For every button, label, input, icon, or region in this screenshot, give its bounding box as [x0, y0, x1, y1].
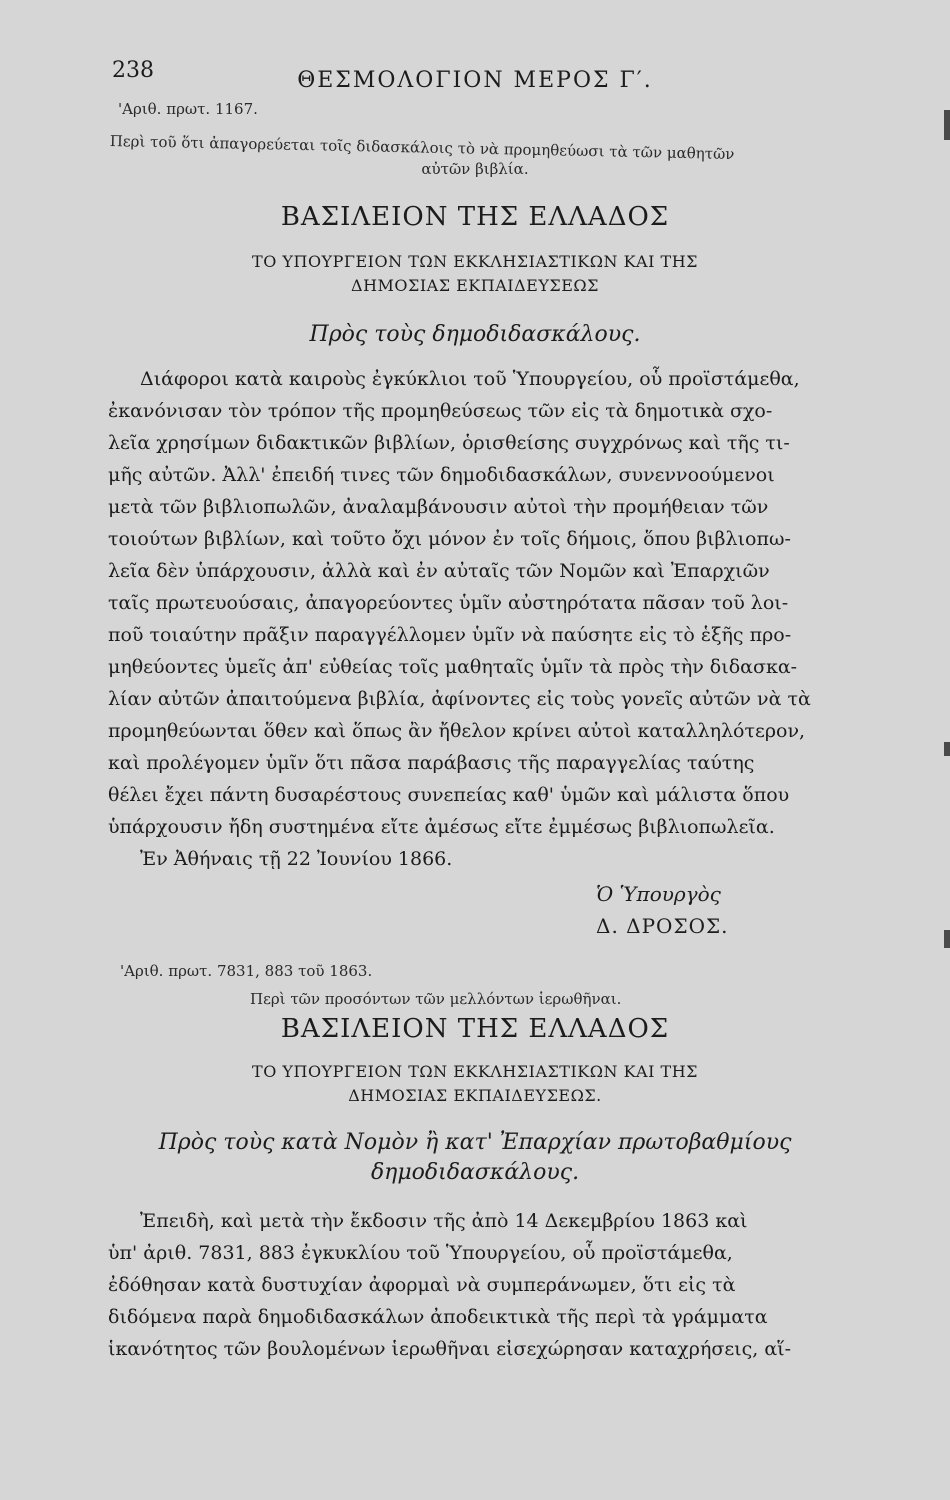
subject-line: αὐτῶν βιβλία. — [421, 160, 529, 178]
kingdom-heading: ΒΑΣΙΛΕΙΟΝ ΤΗΣ ΕΛΛΑΔΟΣ — [280, 202, 670, 232]
body-line: καὶ προλέγομεν ὑμῖν ὅτι πᾶσα παράβασις τῆς παραγγελίας ταύτης — [108, 752, 755, 774]
body-line: ὑπάρχουσιν ἤδη συστημένα εἴτε ἀμέσως εἴτε ἐμμέσως βιβλιοπωλεῖα. — [108, 816, 775, 838]
body-line: προμηθεύωνται ὅθεν καὶ ὅπως ἂν ἤθελον κρίνει αὐτοὶ καταλληλότερον, — [108, 720, 806, 742]
body-line: λεῖα δὲν ὑπάρχουσιν, ἀλλὰ καὶ ἐν αὐταῖς τῶν Νομῶν καὶ Ἐπαρχιῶν — [108, 560, 770, 582]
body-line: τοιούτων βιβλίων, καὶ τοῦτο ὄχι μόνον ἐν τοῖς δήμοις, ὅπου βιβλιοπω- — [108, 528, 791, 550]
addressee: δημοδιδασκάλους. — [370, 1160, 580, 1185]
body-line: ἐδόθησαν κατὰ δυστυχίαν ἀφορμαὶ νὰ συμπεράνωμεν, ὅτι εἰς τὰ — [108, 1274, 736, 1296]
subject-line: Περὶ τοῦ ὅτι ἀπαγορεύεται τοῖς διδασκάλοις τὸ νὰ προμηθεύωσι τὰ τῶν μαθητῶν — [109, 132, 735, 164]
scan-edge-mark — [944, 930, 950, 948]
addressee: Πρὸς τοὺς κατὰ Νομὸν ἢ κατ' Ἐπαρχίαν πρωτοβαθμίους — [158, 1130, 792, 1155]
body-line: ὑπ' ἀριθ. 7831, 883 ἐγκυκλίου τοῦ Ὑπουργείου, οὗ προϊστάμεθα, — [108, 1242, 733, 1264]
page-number: 238 — [112, 58, 154, 83]
body-line: ταῖς πρωτευούσαις, ἀπαγορεύοντες ὑμῖν αὐστηρότατα πᾶσαν τοῦ λοι- — [108, 592, 789, 614]
ministry-heading: ΔΗΜΟΣΙΑΣ ΕΚΠΑΙΔΕΥΣΕΩΣ — [351, 276, 599, 295]
body-line: Ἐπειδὴ, καὶ μετὰ τὴν ἔκδοσιν τῆς ἀπὸ 14 Δεκεμβρίου 1863 καὶ — [140, 1210, 748, 1232]
running-head: ΘΕΣΜΟΛΟΓΙΟΝ ΜΕΡΟΣ Γ′. — [297, 68, 653, 93]
body-line: θέλει ἔχει πάντη δυσαρέστους συνεπείας καθ' ὑμῶν καὶ μάλιστα ὅπου — [108, 784, 790, 806]
protocol-number: 'Αριθ. πρωτ. 1167. — [118, 100, 258, 118]
body-line: διδόμενα παρὰ δημοδιδασκάλων ἀποδεικτικὰ τῆς περὶ τὰ γράμματα — [108, 1306, 768, 1328]
body-line: μετὰ τῶν βιβλιοπωλῶν, ἀναλαμβάνουσιν αὐτοὶ τὴν προμήθειαν τῶν — [108, 496, 769, 518]
protocol-number: 'Αριθ. πρωτ. 7831, 883 τοῦ 1863. — [120, 962, 373, 980]
body-line: ποῦ τοιαύτην πρᾶξιν παραγγέλλομεν ὑμῖν νὰ παύσητε εἰς τὸ ἑξῆς προ- — [108, 624, 792, 646]
body-line: λίαν αὐτῶν ἀπαιτούμενα βιβλία, ἀφίνοντες εἰς τοὺς γονεῖς αὐτῶν νὰ τὰ — [108, 688, 811, 710]
body-line: μῆς αὐτῶν. Ἀλλ' ἐπειδή τινες τῶν δημοδιδασκάλων, συνεννοούμενοι — [108, 464, 775, 486]
body-line: λεῖα χρησίμων διδακτικῶν βιβλίων, ὁρισθείσης συγχρόνως καὶ τῆς τι- — [108, 432, 790, 454]
signatory-name: Δ. ΔΡΟΣΟΣ. — [596, 914, 729, 938]
body-line: ἱκανότητος τῶν βουλομένων ἱερωθῆναι εἰσεχώρησαν καταχρήσεις, αἵ- — [108, 1338, 792, 1360]
ministry-heading: ΤΟ ΥΠΟΥΡΓΕΙΟΝ ΤΩΝ ΕΚΚΛΗΣΙΑΣΤΙΚΩΝ ΚΑΙ ΤΗΣ — [252, 1062, 698, 1081]
ministry-heading: ΔΗΜΟΣΙΑΣ ΕΚΠΑΙΔΕΥΣΕΩΣ. — [348, 1086, 602, 1105]
scan-edge-mark — [944, 742, 950, 756]
addressee: Πρὸς τοὺς δημοδιδασκάλους. — [309, 322, 641, 347]
signatory-title: Ὁ Ὑπουργὸς — [596, 882, 721, 906]
kingdom-heading: ΒΑΣΙΛΕΙΟΝ ΤΗΣ ΕΛΛΑΔΟΣ — [280, 1014, 670, 1044]
scan-edge-mark — [944, 110, 950, 140]
date-line: Ἐν Ἀθήναις τῇ 22 Ἰουνίου 1866. — [140, 848, 453, 870]
body-line: ἐκανόνισαν τὸν τρόπον τῆς προμηθεύσεως τῶν εἰς τὰ δημοτικὰ σχο- — [108, 400, 773, 422]
ministry-heading: ΤΟ ΥΠΟΥΡΓΕΙΟΝ ΤΩΝ ΕΚΚΛΗΣΙΑΣΤΙΚΩΝ ΚΑΙ ΤΗΣ — [252, 252, 698, 271]
body-line: Διάφοροι κατὰ καιροὺς ἐγκύκλιοι τοῦ Ὑπουργείου, οὗ προϊστάμεθα, — [140, 368, 800, 390]
subject-line: Περὶ τῶν προσόντων τῶν μελλόντων ἱερωθῆναι. — [250, 990, 622, 1008]
body-line: μηθεύοντες ὑμεῖς ἀπ' εὐθείας τοῖς μαθηταῖς ὑμῖν τὰ πρὸς τὴν διδασκα- — [108, 656, 798, 678]
